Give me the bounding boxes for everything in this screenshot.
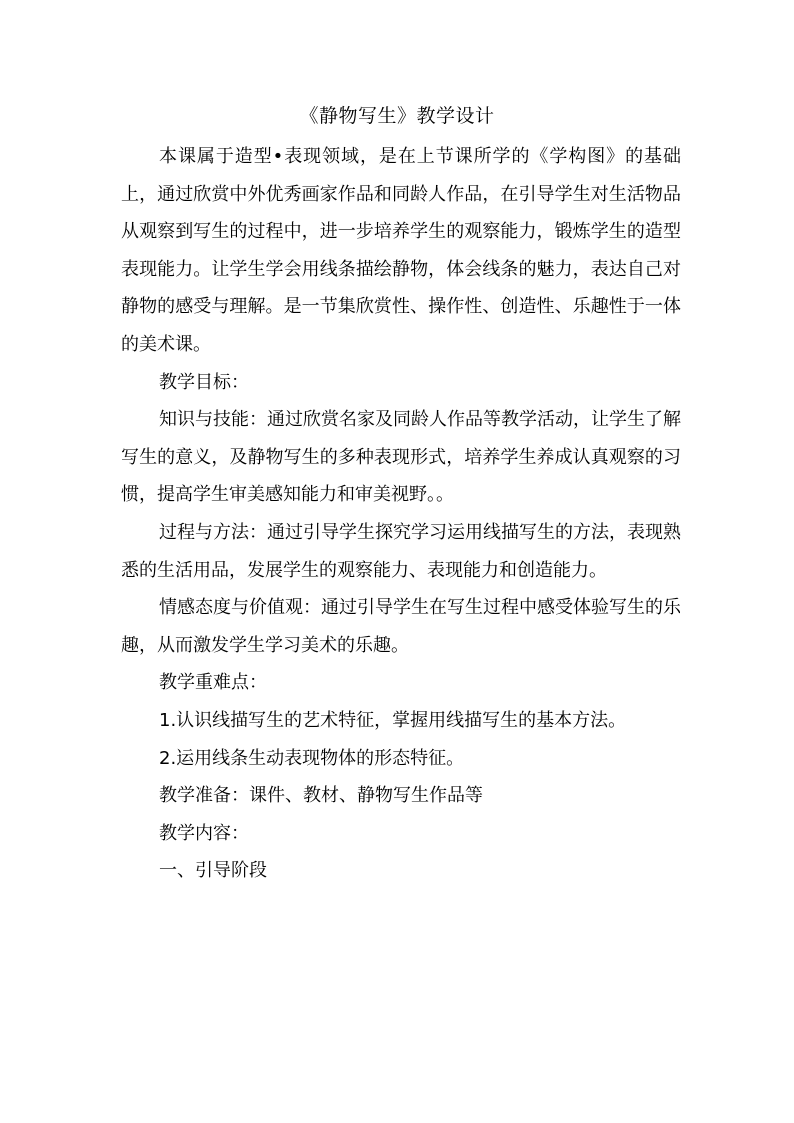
- process-method-paragraph: 过程与方法：通过引导学生探究学习运用线描写生的方法，表现熟悉的生活用品，发展学生的观察能力、表现能力和创造能力。: [121, 521, 681, 581]
- document-body: [121, 138, 681, 890]
- key-point-1: 1.认识线描写生的艺术特征，掌握用线描写生的基本方法。: [159, 709, 627, 731]
- teaching-goals-heading: 教学目标：: [159, 371, 249, 393]
- knowledge-skills-paragraph: 知识与技能：通过欣赏名家及同龄人作品等教学活动，让学生了解写生的意义，及静物写生的多种表现形式，培养学生养成认真观察的习惯，提高学生审美感知能力和审美视野。。: [121, 409, 681, 506]
- teaching-preparation: 教学准备：课件、教材、静物写生作品等: [159, 785, 483, 807]
- teaching-content-heading: 教学内容：: [159, 822, 249, 844]
- emotion-values-paragraph: 情感态度与价值观：通过引导学生在写生过程中感受体验写生的乐趣，从而激发学生学习美术的乐趣。: [121, 597, 681, 656]
- intro-paragraph: 本课属于造型•表现领域，是在上节课所学的《学构图》的基础上，通过欣赏中外优秀画家作品和同龄人作品，在引导学生对生活物品从观察到写生的过程中，进一步培养学生的观察能力，锻炼学生的造型表现能力。让学生学会用线条描绘静物，体会线条的魅力，表达自己对静物的感受与理解。是一节集欣赏性、操作性、创造性、乐趣性于一体的美术课。: [121, 146, 681, 355]
- key-difficulties-heading: 教学重难点：: [159, 672, 267, 694]
- document-title: 《静物写生》教学设计: [299, 105, 495, 127]
- section-one-heading: 一、引导阶段: [159, 860, 267, 882]
- key-point-2: 2.运用线条生动表现物体的形态特征。: [159, 747, 465, 769]
